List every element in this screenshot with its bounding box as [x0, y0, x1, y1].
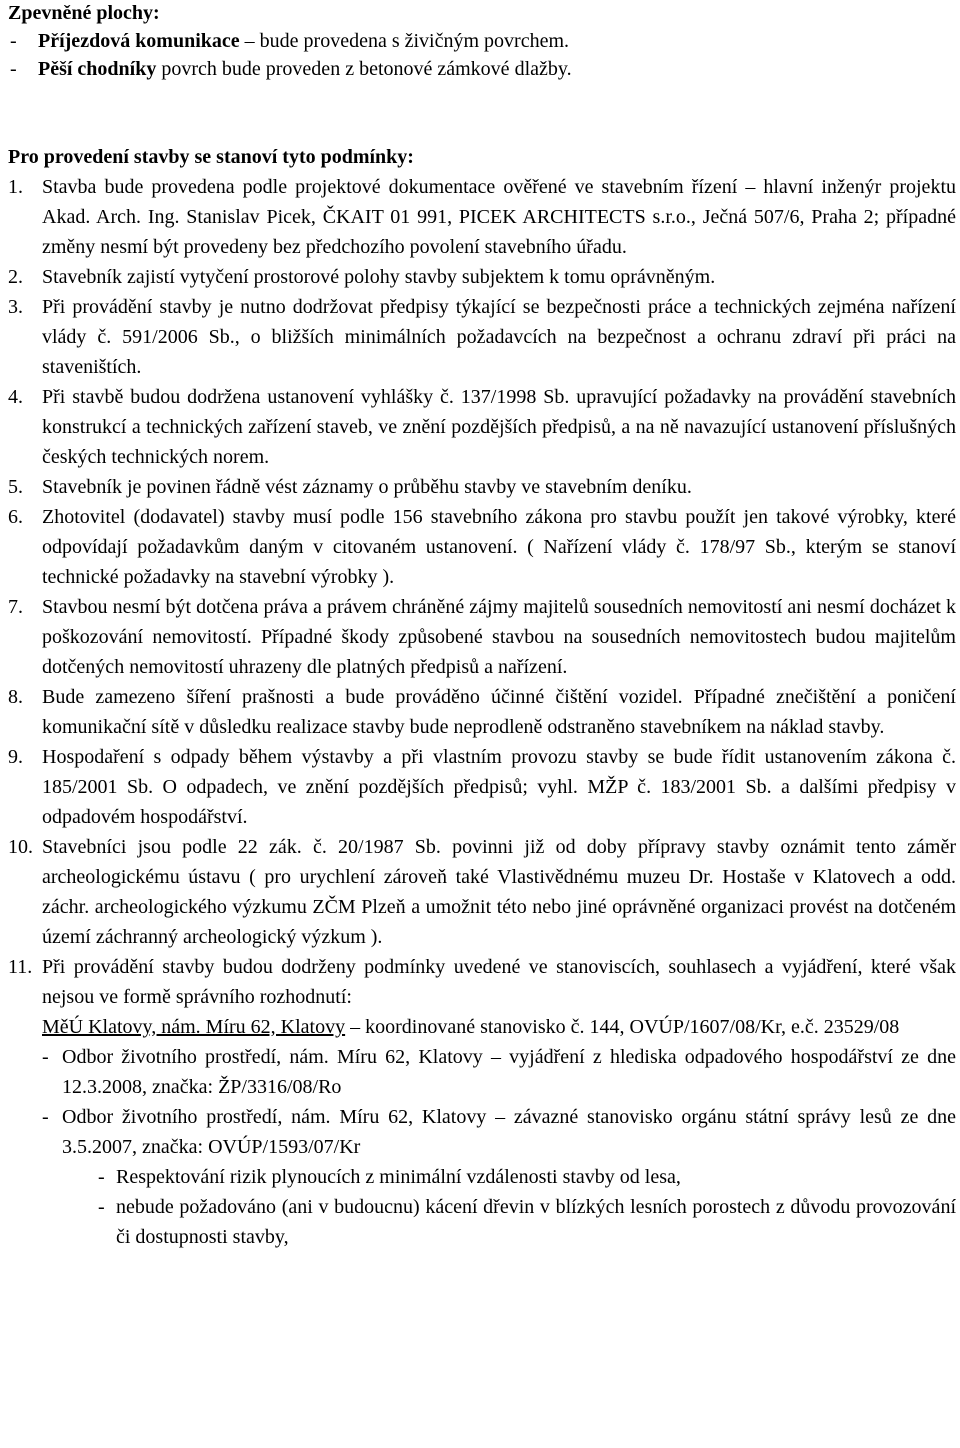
item-number: 9. [8, 746, 23, 768]
item-text: Stavebník je povinen řádně vést záznamy o průběhu stavby ve stavebním deníku. [42, 476, 692, 498]
item-num-spacer [8, 1012, 42, 1042]
bullet-text: povrch bude proveden z betonové zámkové dlažby. [156, 58, 572, 80]
subsub-dash: - [98, 1166, 105, 1188]
list-item [8, 832, 956, 952]
sub-dash: - [42, 1106, 49, 1128]
list-item [8, 382, 956, 472]
subsub-dash: - [98, 1196, 105, 1218]
list-item [8, 172, 956, 262]
list-item [8, 472, 956, 502]
item-text: Stavba bude provedena podle projektové dokumentace ověřené ve stavebním řízení – hlavní inženýr projektu Akad. Arch. Ing. Stanislav Picek, ČKAIT 01 991, PICEK ARCHITECTS s.r.o., Ječná 507/6, Praha 2; případné změny nesmí být provedeny bez předchozího povolení stavebního úřadu. [42, 176, 956, 258]
sub-dash: - [42, 1046, 49, 1068]
item-text: Zhotovitel (dodavatel) stavby musí podle 156 stavebního zákona pro stavbu použít jen takové výrobky, které odpovídají požadavkům daným v citovaném ustanovení. ( Nařízení vlády č. 178/97 Sb., kterým se stanoví technické požadavky na stavební výrobky ). [42, 506, 956, 588]
document-page [8, 0, 956, 1252]
subsub-item-kaceni [8, 1192, 956, 1252]
item-text: Stavebník zajistí vytyčení prostorové polohy stavby subjektem k tomu oprávněným. [42, 266, 716, 288]
bullet-pesi [8, 54, 956, 84]
bullet-body [38, 26, 569, 56]
conditions-list [8, 172, 956, 1012]
subsub-item-text: nebude požadováno (ani v budoucnu) kácení dřevin v blízkých lesních porostech z důvodu provozování či dostupnosti stavby, [116, 1196, 956, 1248]
item-text: Stavebníci jsou podle 22 zák. č. 20/1987 Sb. povinni již od doby přípravy stavby oznámit tento záměr archeologickému ústavu ( pro urychlení zároveň také Vlastivědnému muzeu Dr. Hostaše v Klatovech a odd. záchr. archeologického výzkumu ZČM Plzeň a umožnit této nebo jiné oprávněné organizaci provést na dotčeném území záchranný archeologický výzkum ). [42, 836, 956, 948]
item-number: 2. [8, 266, 23, 288]
item-text: Při provádění stavby budou dodrženy podmínky uvedené ve stanoviscích, souhlasech a vyjádření, které však nejsou ve formě správního rozhodnutí: [42, 956, 956, 1008]
list-item [8, 502, 956, 592]
item-number: 7. [8, 596, 23, 618]
meu-rest: – koordinované stanovisko č. 144, OVÚP/1607/08/Kr, e.č. 23529/08 [345, 1016, 900, 1038]
item-text: Při provádění stavby je nutno dodržovat předpisy týkající se bezpečnosti práce a technických zejména nařízení vlády č. 591/2006 Sb., o bližších minimálních požadavcích na bezpečnost a ochranu zdraví při práci na staveništích. [42, 296, 956, 378]
item-number: 8. [8, 686, 23, 708]
subsub-item-rizika [8, 1162, 956, 1192]
sub-item-text: Odbor životního prostředí, nám. Míru 62, Klatovy – závazné stanovisko orgánu státní správy lesů ze dne 3.5.2007, značka: OVÚP/1593/07/Kr [62, 1106, 956, 1158]
bullet-bold: Pěší chodníky [38, 58, 157, 80]
list-item-11-meu [8, 1012, 956, 1042]
item-number: 11. [8, 956, 33, 978]
bullet-text: – bude provedena s živičným povrchem. [239, 30, 570, 52]
list-item [8, 682, 956, 742]
item-number: 1. [8, 176, 23, 198]
subsub-item-text: Respektování rizik plynoucích z minimální vzdálenosti stavby od lesa, [116, 1166, 681, 1188]
list-item [8, 292, 956, 382]
item-number: 6. [8, 506, 23, 528]
item-number: 3. [8, 296, 23, 318]
bullet-prijezdova [8, 26, 956, 56]
sub-item-lesy [8, 1102, 956, 1162]
item-number: 4. [8, 386, 23, 408]
list-item [8, 742, 956, 832]
item-number: 10. [8, 836, 33, 858]
bullet-dash: - [10, 30, 17, 52]
item-text: Hospodaření s odpady během výstavby a při vlastním provozu stavby se bude řídit ustanovením zákona č. 185/2001 Sb. O odpadech, ve znění pozdějších předpisů; vyhl. MŽP č. 183/2001 Sb. a dalšími předpisy v odpadovém hospodářství. [42, 746, 956, 828]
item-number: 5. [8, 476, 23, 498]
bullet-dash: - [10, 58, 17, 80]
sub-item-text: Odbor životního prostředí, nám. Míru 62, Klatovy – vyjádření z hlediska odpadového hospodářství ze dne 12.3.2008, značka: ŽP/3316/08/Ro [62, 1046, 956, 1098]
item-text: Při stavbě budou dodržena ustanovení vyhlášky č. 137/1998 Sb. upravující požadavky na provádění stavebních konstrukcí a technických zařízení staveb, ve znění pozdějších předpisů, a na ně navazující ustanovení příslušných českých technických norem. [42, 386, 956, 468]
section-heading-podminky: Pro provedení stavby se stanoví tyto podmínky: [8, 146, 414, 168]
bullet-body [38, 54, 572, 84]
sub-item-odpady [8, 1042, 956, 1102]
list-item [8, 592, 956, 682]
list-item [8, 952, 956, 1012]
item-text: Stavbou nesmí být dotčena práva a právem chráněné zájmy majitelů sousedních nemovitostí ani nesmí docházet k poškozování nemovitostí. Případné škody způsobené stavbou na sousedních nemovitostech budou majitelům dotčených nemovitostí uhrazeny dle platných předpisů a nařízení. [42, 596, 956, 678]
list-item [8, 262, 956, 292]
meu-line [42, 1012, 956, 1042]
section-heading-zpevnene: Zpevněné plochy: [8, 2, 160, 24]
meu-underlined: MěÚ Klatovy, nám. Míru 62, Klatovy [42, 1016, 346, 1038]
bullet-bold: Příjezdová komunikace [38, 30, 240, 52]
item-text: Bude zamezeno šíření prašnosti a bude prováděno účinné čištění vozidel. Případné znečištění a poničení komunikační sítě v důsledku realizace stavby bude neprodleně odstraněno stavebníkem na náklad stavby. [42, 686, 956, 738]
